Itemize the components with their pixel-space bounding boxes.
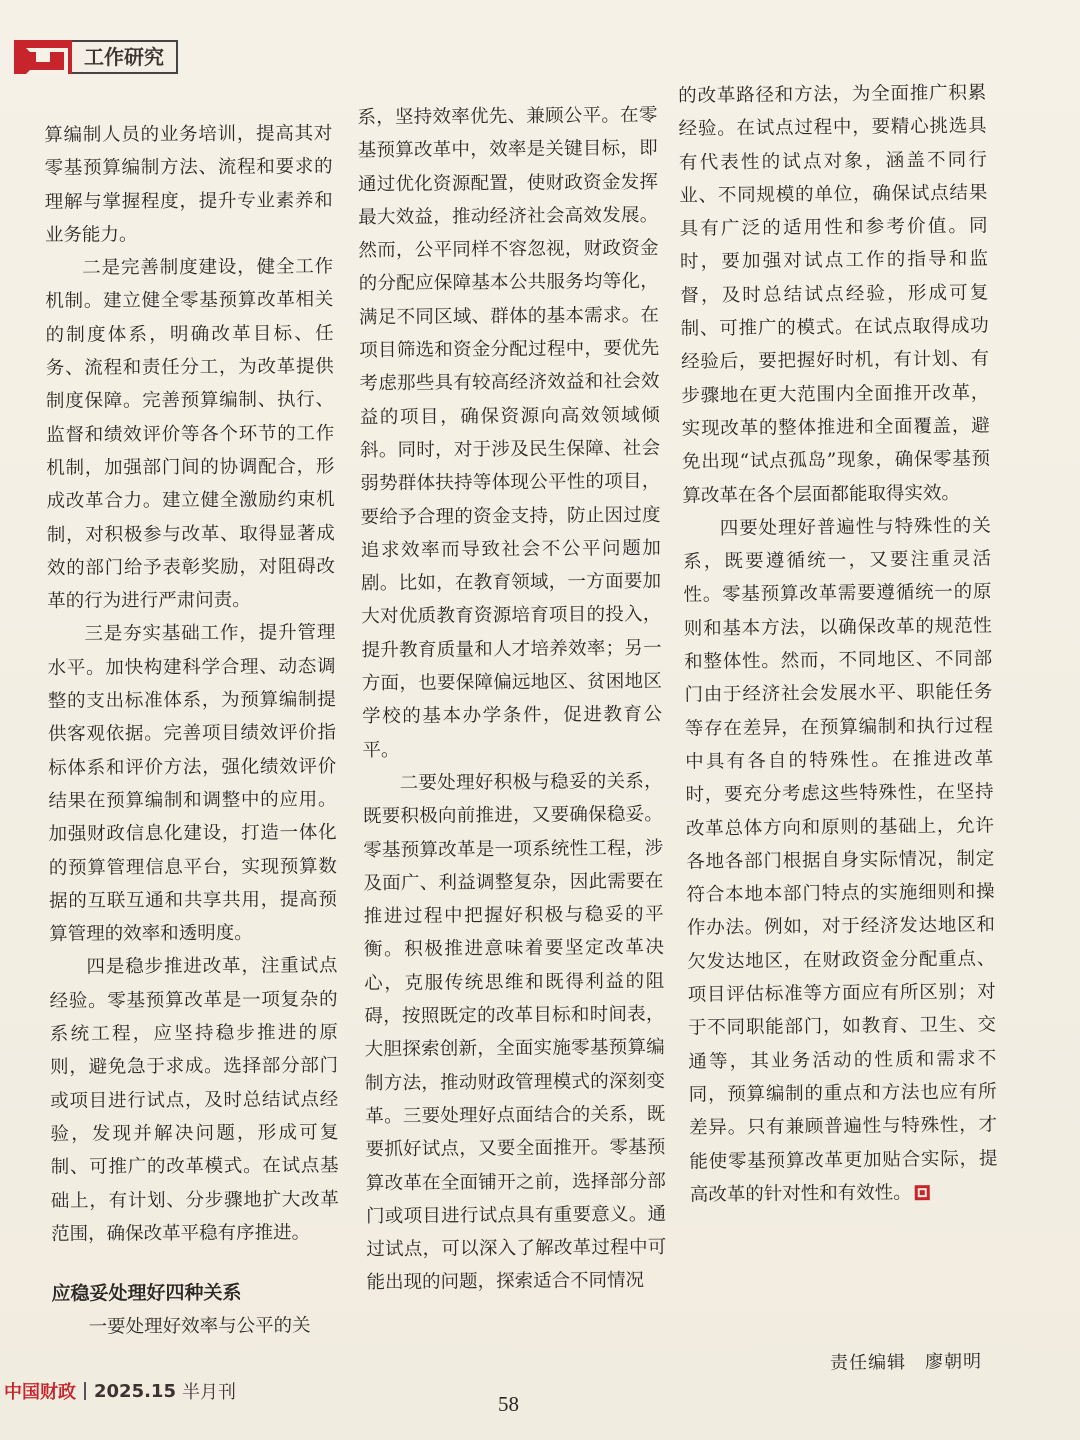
paragraph: 三是夯实基础工作，提升管理水平。加快构建科学合理、动态调整的支出标准体系，为预算编制提供客观依据。完善项目绩效评价指标体系和评价方法，强化绩效评价结果在预算编制和调整中的应用。加强财政信息化建设，打造一体化的预算管理信息平台，实现预算数据的互联互通和共享共用，提高预算管理的效率和透明度。 (47, 622, 338, 946)
paragraph: 二要处理好积极与稳妥的关系，既要积极向前推进，又要确保稳妥。零基预算改革是一项系统性工程，涉及面广、利益调整复杂，因此需要在推进过程中把握好积极与稳妥的平衡。积极推进意味着要坚定改革决心，克服传统思维和既得利益的阻碍，按照既定的改革目标和时间表，大胆探索创新，全面实施零基预算编制方法，推动财政管理模式的深刻变革。三要处理好点面结合的关系，既要抓好试点，又要全面推开。零基预算改革在全面铺开之前，选择部分部门或项目进行试点具有重要意义。通过试点，可以深入了解改革过程中可能出现的问题，探索适合不同情况 (362, 770, 667, 1294)
section-tag (14, 40, 178, 74)
paragraph: 一要处理好效率与公平的关 (88, 1315, 311, 1338)
text-column-2 (357, 99, 666, 1300)
text-column-1 (44, 117, 339, 1344)
paragraph-text: 四要处理好普遍性与特殊性的关系，既要遵循统一，又要注重灵活性。零基预算改革需要遵循统一的原则和基本方法，以确保改革的规范性和整体性。然而，不同地区、不同部门由于经济社会发展水平、职能任务等存在差异，在预算编制和执行过程中具有各自的特殊性。在推进改革时，要充分考虑这些特殊性，在坚持改革总体方向和原则的基础上，允许各地各部门根据自身实际情况，制定符合本地本部门特点的实施细则和操作办法。例如，对于经济发达地区和欠发达地区，在财政资金分配重点、项目评估标准等方面应有所区别；对于不同职能部门，如教育、卫生、交通等，其业务活动的性质和需求不同，预算编制的重点和方法也应有所差异。只有兼顾普遍性与特殊性，才能使零基预算改革更加贴合实际，提高改革的针对性和有效性。 (683, 515, 998, 1206)
section-label: 工作研究 (72, 40, 178, 74)
paragraph: 的改革路径和方法，为全面推广积累经验。在试点过程中，要精心挑选具有代表性的试点对象，涵盖不同行业、不同规模的单位，确保试点结果具有广泛的适用性和参考价值。同时，要加强对试点工作的指导和监督，及时总结试点经验，形成可复制、可推广的模式。在试点取得成功经验后，要把握好时机，有计划、有步骤地在更大范围内全面推开改革，实现改革的整体推进和全面覆盖，避免出现“试点孤岛”现象，确保零基预算改革在各个层面都能取得实效。 (678, 82, 991, 507)
section-heading: 应稳妥处理好四种关系 (51, 1281, 242, 1305)
text-column-3 (678, 76, 998, 1211)
magazine-name: 中国财政 (4, 1382, 76, 1403)
paragraph (683, 509, 998, 1211)
paragraph: 二是完善制度建设，健全工作机制。建立健全零基预算改革相关的制度体系，明确改革目标、任务、流程和责任分工，为改革提供制度保障。完善预算编制、执行、监督和绩效评价等各个环节的工作机制，加强部门间的协调配合，形成改革合力。建立健全激励约束机制，对积极参与改革、取得显著成效的部门给予表彰奖励，对阻碍改革的行为进行严肃问责。 (45, 256, 336, 613)
editor-credit: 责任编辑 廖朝明 (829, 1351, 983, 1374)
issue-number: 2025.15 (94, 1380, 176, 1402)
paragraph: 算编制人员的业务培训，提高其对零基预算编制方法、流程和要求的理解与掌握程度，提升专业素养和业务能力。 (44, 123, 333, 246)
magazine-logo-icon (14, 40, 72, 74)
paragraph: 四是稳步推进改革，注重试点经验。零基预算改革是一项复杂的系统工程，应坚持稳步推进的原则，避免急于求成。选择部分部门或项目进行试点，及时总结试点经验，发现并解决问题，形成可复制、可推广的改革模式。在试点基础上，有计划、分步骤地扩大改革范围，确保改革平稳有序推进。 (49, 955, 339, 1245)
divider (84, 1382, 86, 1400)
paragraph: 系，坚持效率优先、兼顾公平。在零基预算改革中，效率是关键目标，即通过优化资源配置，使财政资金发挥最大效益，推动经济社会高效发展。然而，公平同样不容忽视，财政资金的分配应保障基本公共服务均等化，满足不同区域、群体的基本需求。在项目筛选和资金分配过程中，要优先考虑那些具有较高经济效益和社会效益的项目，确保资源向高效领域倾斜。同时，对于涉及民生保障、社会弱势群体扶持等体现公平性的项目，要给予合理的资金支持，防止因过度追求效率而导致社会不公平问题加剧。比如，在教育领域，一方面要加大对优质教育资源培育项目的投入，提升教育质量和人才培养效率；另一方面，也要保障偏远地区、贫困地区学校的基本办学条件，促进教育公平。 (357, 104, 663, 761)
end-mark-icon (915, 1185, 930, 1200)
publication-frequency: 半月刊 (181, 1382, 236, 1403)
footer-brand (4, 1378, 236, 1404)
page-number: 58 (498, 1392, 519, 1416)
